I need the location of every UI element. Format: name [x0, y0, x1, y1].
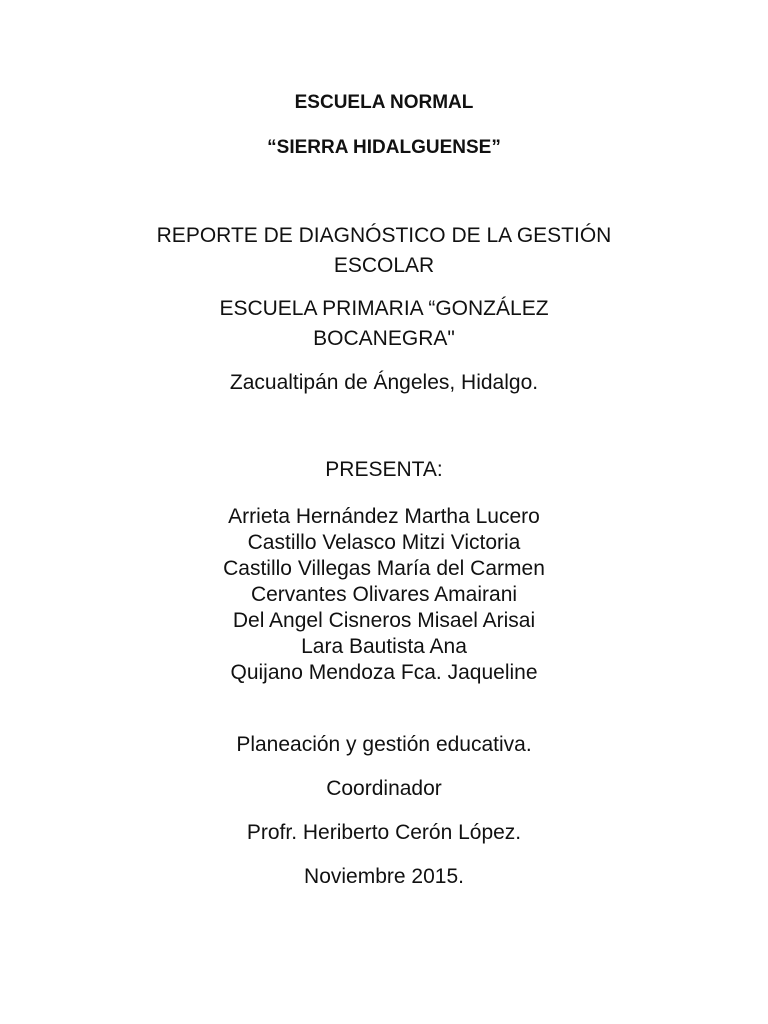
presenters-heading: PRESENTA:: [325, 458, 443, 481]
school-subtitle: “SIERRA HIDALGUENSE”: [267, 137, 501, 158]
presenter-name: Arrieta Hernández Martha Lucero: [228, 505, 540, 528]
document-date: Noviembre 2015.: [304, 865, 464, 888]
primary-school-line-2: BOCANEGRA": [313, 327, 455, 350]
presenter-name: Castillo Velasco Mitzi Victoria: [247, 531, 521, 554]
presenter-name: Del Angel Cisneros Misael Arisai: [232, 609, 536, 632]
location: Zacualtipán de Ángeles, Hidalgo.: [229, 371, 539, 394]
coordinator-label: Coordinador: [326, 777, 442, 800]
coordinator-name: Profr. Heriberto Cerón López.: [246, 821, 522, 844]
presenter-name: Quijano Mendoza Fca. Jaqueline: [230, 661, 538, 684]
course-name: Planeación y gestión educativa.: [236, 733, 532, 756]
school-name: ESCUELA NORMAL: [294, 92, 474, 113]
primary-school-line-1: ESCUELA PRIMARIA “GONZÁLEZ: [219, 297, 549, 320]
report-title-line-1: REPORTE DE DIAGNÓSTICO DE LA GESTIÓN: [156, 224, 612, 247]
presenter-name: Lara Bautista Ana: [301, 635, 467, 658]
presenter-name: Cervantes Olivares Amairani: [250, 583, 518, 606]
presenter-name: Castillo Villegas María del Carmen: [223, 557, 545, 580]
report-title-line-2: ESCOLAR: [333, 254, 435, 277]
